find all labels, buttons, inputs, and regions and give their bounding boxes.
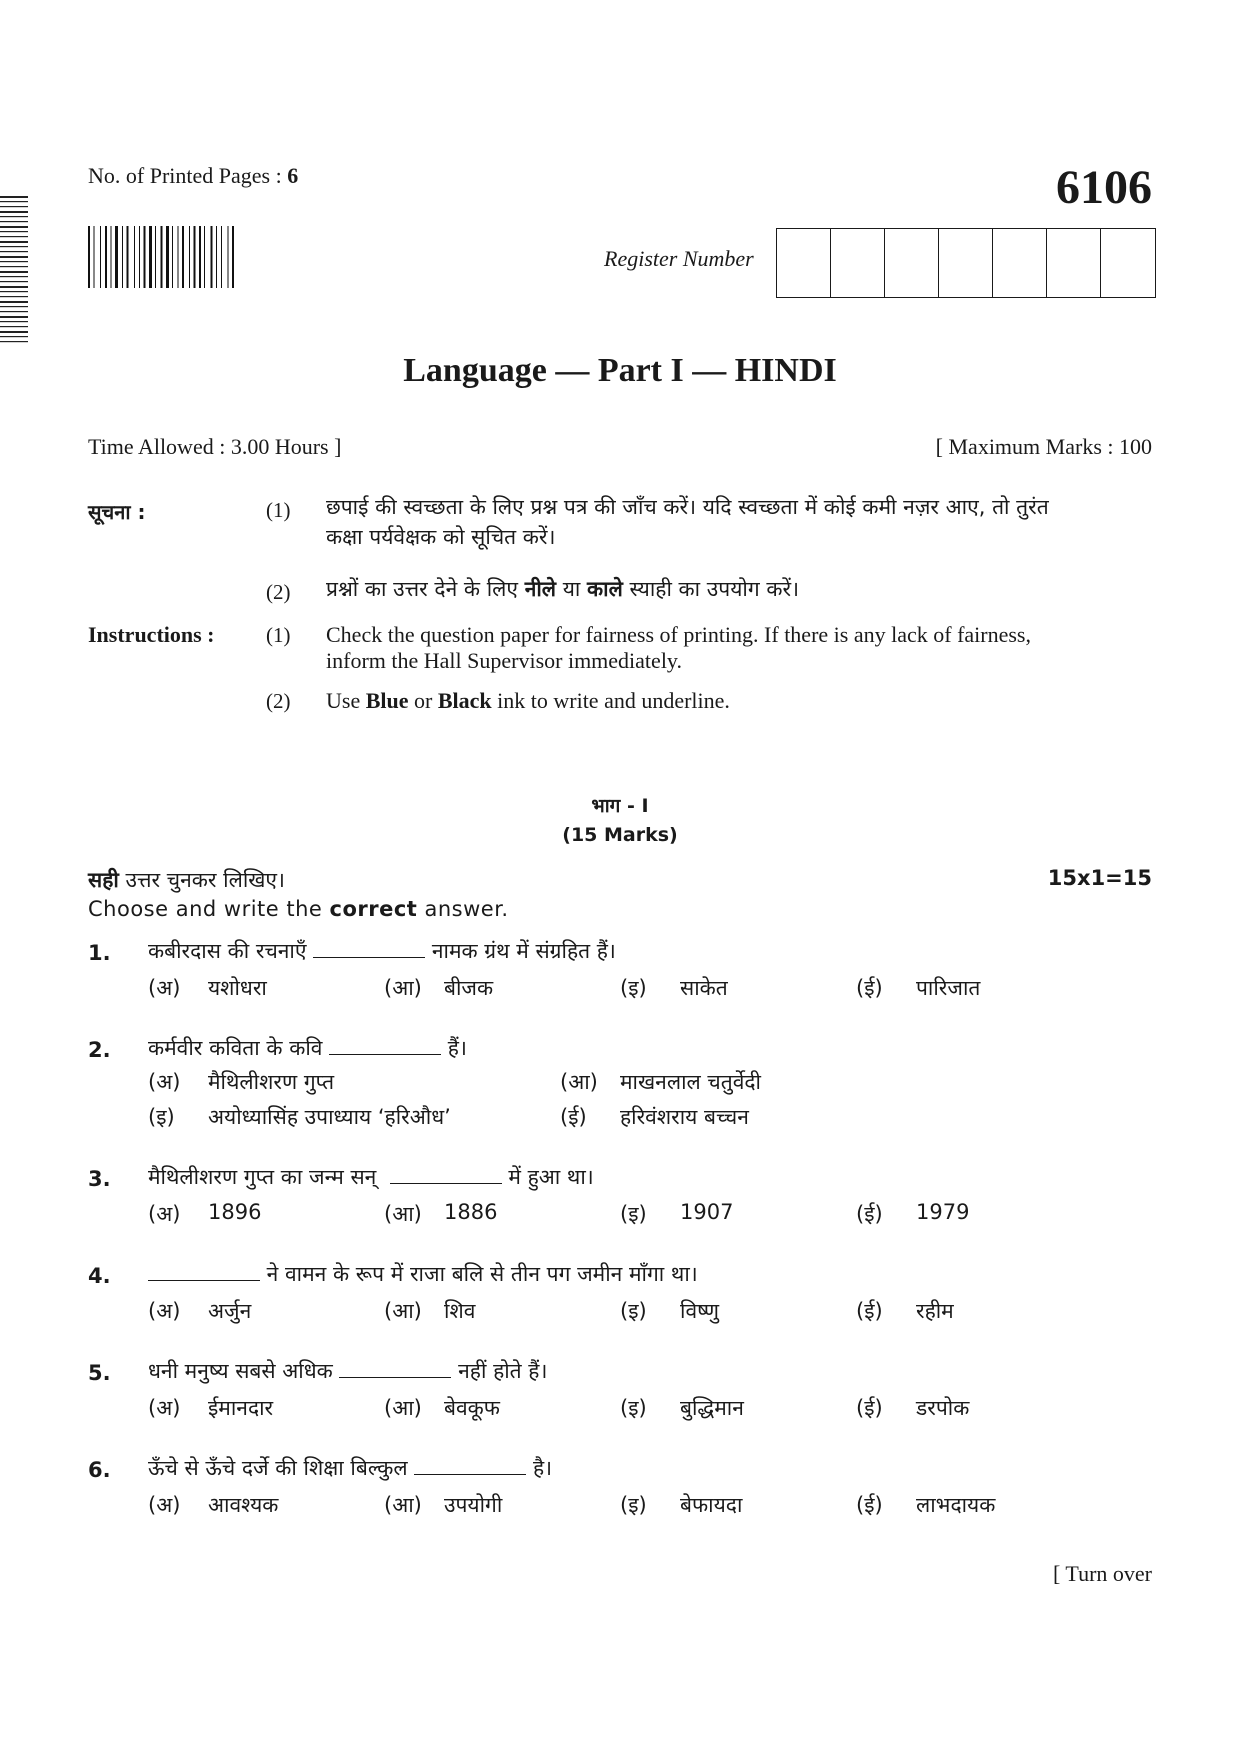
instruction-item-number: (1) (266, 623, 291, 647)
question-text (148, 1034, 467, 1062)
option-label: (आ) (384, 1299, 422, 1323)
register-digit-box[interactable] (993, 229, 1047, 297)
question-text-before: धनी मनुष्य सबसे अधिक (148, 1359, 340, 1383)
instruction-hindi (88, 866, 285, 894)
option-text: ईमानदार (208, 1396, 274, 1420)
option-text: लाभदायक (916, 1493, 996, 1517)
option-label: (ई) (856, 1396, 883, 1420)
option-text: बेफायदा (680, 1493, 743, 1517)
instruction-item-2 (326, 688, 730, 714)
option-text: साकेत (680, 976, 728, 1000)
barcode-icon (88, 226, 260, 288)
answer-blank (148, 1262, 260, 1281)
answer-blank (339, 1359, 451, 1378)
instruction-item-1-line1: Check the question paper for fairness of printing. If there is any lack of fairness, (326, 622, 1031, 647)
instruction-bold-blue: Blue (365, 688, 409, 713)
suchna-item-number: (1) (266, 498, 291, 522)
option-label: (इ) (620, 1493, 647, 1517)
register-digit-box[interactable] (777, 229, 831, 297)
option-text: बीजक (444, 976, 494, 1000)
question-text-before: कर्मवीर कविता के कवि (148, 1036, 330, 1060)
question-text (148, 1260, 698, 1288)
option-label: (इ) (620, 976, 647, 1000)
question-text-after: हैं। (441, 1036, 467, 1060)
printed-pages-value: 6 (287, 163, 299, 188)
instruction-hindi-rest: उत्तर चुनकर लिखिए। (118, 868, 286, 892)
instruction-text: or (408, 688, 438, 713)
option-text: शिव (444, 1299, 476, 1323)
option-label: (अ) (148, 1202, 181, 1226)
option-label: (ई) (856, 1202, 883, 1226)
suchna-bold-black: काले (587, 577, 623, 601)
option-label: (आ) (560, 1070, 598, 1094)
question-number: 4. (88, 1264, 111, 1288)
instruction-text: Use (326, 688, 366, 713)
option-label: (इ) (620, 1202, 647, 1226)
option-text: बुद्धिमान (680, 1396, 744, 1420)
option-label: (ई) (856, 1493, 883, 1517)
time-allowed: Time Allowed : 3.00 Hours ] (88, 434, 342, 459)
option-text: डरपोक (916, 1396, 970, 1420)
option-text: पारिजात (916, 976, 981, 1000)
instruction-item-1 (326, 622, 1031, 674)
option-text: बेवकूफ (444, 1396, 500, 1420)
option-text: 1979 (916, 1200, 970, 1224)
option-label: (अ) (148, 1299, 181, 1323)
option-text: अर्जुन (208, 1299, 252, 1323)
instructions-label: Instructions : (88, 622, 215, 647)
option-label: (ई) (856, 1299, 883, 1323)
page-title: Language — Part I — HINDI (403, 352, 837, 389)
marks-formula: 15x1=15 (1047, 866, 1152, 890)
suchna-item-1-line1: छपाई की स्वच्छता के लिए प्रश्न पत्र की जाँच करें। यदि स्वच्छता में कोई कमी नज़र आए, तो तुरंत (326, 495, 1049, 519)
instruction-bold-black: Black (437, 688, 492, 713)
suchna-text: स्याही का उपयोग करें। (622, 577, 800, 601)
register-digit-box[interactable] (939, 229, 993, 297)
option-text: मैथिलीशरण गुप्त (208, 1070, 335, 1094)
question-number: 5. (88, 1361, 111, 1385)
register-digit-box[interactable] (1047, 229, 1101, 297)
answer-blank (390, 1165, 502, 1184)
turn-over-note: [ Turn over (1052, 1561, 1152, 1586)
part-marks: (15 Marks) (562, 824, 678, 846)
option-label: (आ) (384, 1396, 422, 1420)
option-text: हरिवंशराय बच्चन (620, 1105, 749, 1129)
register-digit-box[interactable] (885, 229, 939, 297)
question-text (148, 937, 616, 965)
answer-blank (414, 1456, 526, 1475)
option-label: (ई) (560, 1105, 587, 1129)
register-number-label: Register Number (604, 246, 754, 271)
option-label: (इ) (620, 1396, 647, 1420)
suchna-item-number: (2) (266, 580, 291, 604)
option-label: (आ) (384, 1493, 422, 1517)
option-text: यशोधरा (208, 976, 267, 1000)
option-text: उपयोगी (444, 1493, 503, 1517)
instruction-english-pre: Choose and write the (88, 897, 330, 921)
option-text: 1896 (208, 1200, 262, 1224)
option-text: अयोध्यासिंह उपाध्याय ‘हरिऔध’ (208, 1105, 451, 1129)
option-text: माखनलाल चतुर्वेदी (620, 1070, 761, 1094)
question-text-after: है। (526, 1456, 553, 1480)
option-label: (अ) (148, 1396, 181, 1420)
suchna-text: प्रश्नों का उत्तर देने के लिए (326, 577, 525, 601)
suchna-label: सूचना : (88, 500, 146, 524)
option-text: आवश्यक (208, 1493, 279, 1517)
maximum-marks: [ Maximum Marks : 100 (935, 434, 1152, 459)
option-label: (अ) (148, 976, 181, 1000)
register-number-boxes[interactable] (776, 228, 1156, 298)
option-label: (इ) (148, 1105, 175, 1129)
option-text: 1886 (444, 1200, 498, 1224)
instruction-item-1-line2: inform the Hall Supervisor immediately. (326, 648, 682, 673)
printed-pages (88, 163, 298, 189)
option-label: (अ) (148, 1493, 181, 1517)
option-text: 1907 (680, 1200, 734, 1224)
option-text: रहीम (916, 1299, 954, 1323)
register-digit-box[interactable] (1101, 229, 1155, 297)
instruction-english (88, 897, 509, 921)
question-text (148, 1454, 552, 1482)
question-text-before: मैथिलीशरण गुप्त का जन्म सन् (148, 1165, 390, 1189)
question-number: 1. (88, 941, 111, 965)
instruction-english-post: answer. (417, 897, 509, 921)
question-text (148, 1163, 594, 1191)
option-label: (अ) (148, 1070, 181, 1094)
question-number: 6. (88, 1458, 111, 1482)
answer-blank (329, 1036, 441, 1055)
suchna-item-1 (326, 492, 1049, 552)
suchna-item-2 (326, 574, 799, 604)
paper-code: 6106 (1056, 161, 1152, 214)
instruction-item-number: (2) (266, 689, 291, 713)
option-label: (ई) (856, 976, 883, 1000)
question-text (148, 1357, 547, 1385)
instruction-english-bold: correct (329, 897, 418, 921)
register-digit-box[interactable] (831, 229, 885, 297)
question-text-after: ने वामन के रूप में राजा बलि से तीन पग जमीन माँगा था। (260, 1262, 698, 1286)
question-number: 3. (88, 1167, 111, 1191)
answer-blank (313, 939, 425, 958)
question-number: 2. (88, 1038, 111, 1062)
question-text-after: में हुआ था। (501, 1165, 594, 1189)
option-label: (आ) (384, 976, 422, 1000)
suchna-bold-blue: नीले (524, 577, 557, 601)
question-text-before: ऊँचे से ऊँचे दर्जे की शिक्षा बिल्कुल (148, 1456, 415, 1480)
option-label: (आ) (384, 1202, 422, 1226)
instruction-text: ink to write and underline. (491, 688, 730, 713)
option-text: विष्णु (680, 1299, 720, 1323)
question-text-after: नहीं होते हैं। (451, 1359, 548, 1383)
printed-pages-label: No. of Printed Pages : (88, 163, 282, 188)
option-label: (इ) (620, 1299, 647, 1323)
side-barcode-icon (0, 196, 30, 344)
question-text-after: नामक ग्रंथ में संग्रहित हैं। (425, 939, 616, 963)
instruction-hindi-bold: सही (88, 868, 119, 892)
suchna-item-1-line2: कक्षा पर्यवेक्षक को सूचित करें। (326, 525, 556, 549)
suchna-text: या (556, 577, 588, 601)
question-text-before: कबीरदास की रचनाएँ (148, 939, 314, 963)
part-title: भाग - I (591, 795, 649, 817)
